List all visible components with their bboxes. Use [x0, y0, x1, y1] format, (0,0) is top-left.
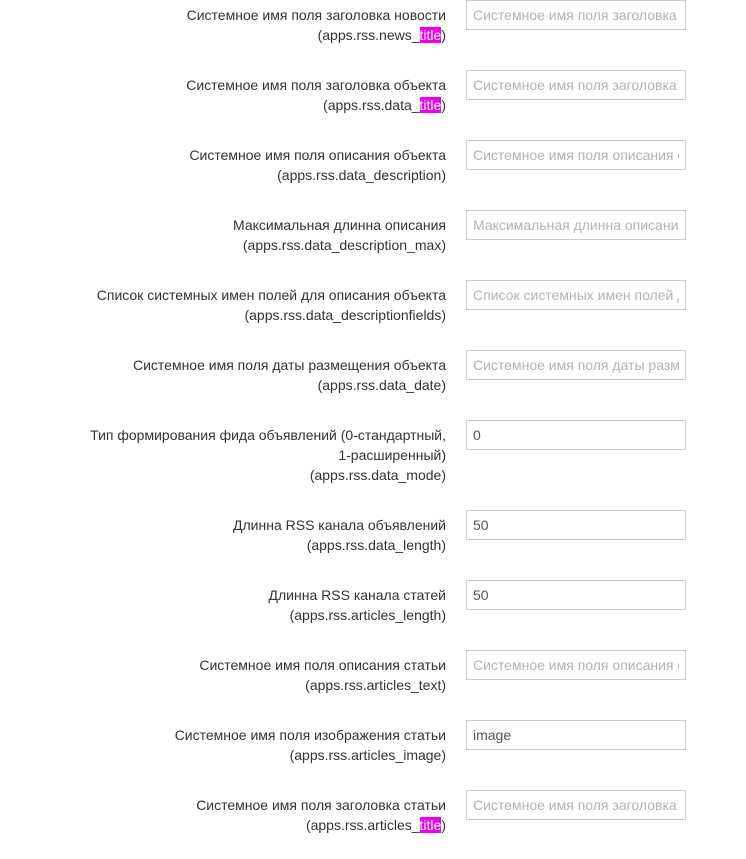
setting-label [40, 285, 446, 325]
setting-label [40, 795, 446, 835]
setting-key: (apps.rss.data_length) [306, 537, 446, 553]
setting-label-text: Длинна RSS канала статей [268, 587, 446, 603]
setting-key: (apps.rss.data_description_max) [242, 237, 446, 253]
setting-key [40, 95, 446, 115]
setting-label [40, 215, 446, 255]
setting-label-text: Системное имя поля заголовка новости [186, 7, 446, 23]
setting-label-text: Системное имя поля описания статьи [199, 657, 446, 673]
setting-label-text: Системное имя поля заголовка статьи [196, 797, 446, 813]
setting-label-text: Системное имя поля изображения статьи [174, 727, 446, 743]
articles-length-input[interactable] [466, 580, 686, 610]
data-date-field-input[interactable] [466, 350, 686, 380]
articles-image-field-input[interactable] [466, 720, 686, 750]
setting-key: (apps.rss.articles_text) [305, 677, 446, 693]
setting-label-text: Список системных имен полей для описания объекта [96, 287, 446, 303]
setting-key-highlight: title [419, 27, 442, 43]
setting-key [40, 815, 446, 835]
setting-key-suffix: ) [441, 97, 446, 113]
setting-label-text: Системное имя поля даты размещения объекта [132, 357, 446, 373]
setting-label [40, 425, 446, 485]
setting-label [40, 585, 446, 625]
setting-key-prefix: (apps.rss.articles_ [305, 817, 420, 833]
articles-title-field-input[interactable] [466, 790, 686, 820]
setting-label [40, 725, 446, 765]
setting-label-text: Системное имя поля заголовка объекта [186, 77, 446, 93]
setting-label-text: 1-расширенный) [338, 447, 446, 463]
setting-key: (apps.rss.articles_image) [289, 747, 446, 763]
setting-key-suffix: ) [441, 817, 446, 833]
setting-label [40, 515, 446, 555]
setting-key: (apps.rss.data_description) [277, 167, 446, 183]
setting-label-text: Длинна RSS канала объявлений [233, 517, 446, 533]
data-mode-input[interactable] [466, 420, 686, 450]
data-descriptionfields-input[interactable] [466, 280, 686, 310]
setting-key: (apps.rss.data_mode) [309, 467, 446, 483]
setting-label-text: Системное имя поля описания объекта [189, 147, 446, 163]
setting-key: (apps.rss.data_descriptionfields) [244, 307, 446, 323]
setting-key-prefix: (apps.rss.news_ [317, 27, 420, 43]
setting-key-prefix: (apps.rss.data_ [323, 97, 420, 113]
setting-label [40, 655, 446, 695]
setting-label-text: Тип формирования фида объявлений (0-стандартный, [90, 427, 446, 443]
setting-key-suffix: ) [441, 27, 446, 43]
setting-key-highlight: title [419, 97, 442, 113]
data-length-input[interactable] [466, 510, 686, 540]
data-title-field-input[interactable] [466, 70, 686, 100]
setting-key-highlight: title [419, 817, 442, 833]
data-description-field-input[interactable] [466, 140, 686, 170]
setting-key: (apps.rss.data_date) [317, 377, 446, 393]
setting-label [40, 145, 446, 185]
setting-key [40, 25, 446, 45]
setting-label [40, 355, 446, 395]
data-description-max-input[interactable] [466, 210, 686, 240]
setting-label-text: Максимальная длинна описания [233, 217, 446, 233]
setting-key: (apps.rss.articles_length) [289, 607, 446, 623]
news-title-field-input[interactable] [466, 0, 686, 30]
setting-label [40, 75, 446, 115]
setting-label [40, 5, 446, 45]
articles-text-field-input[interactable] [466, 650, 686, 680]
